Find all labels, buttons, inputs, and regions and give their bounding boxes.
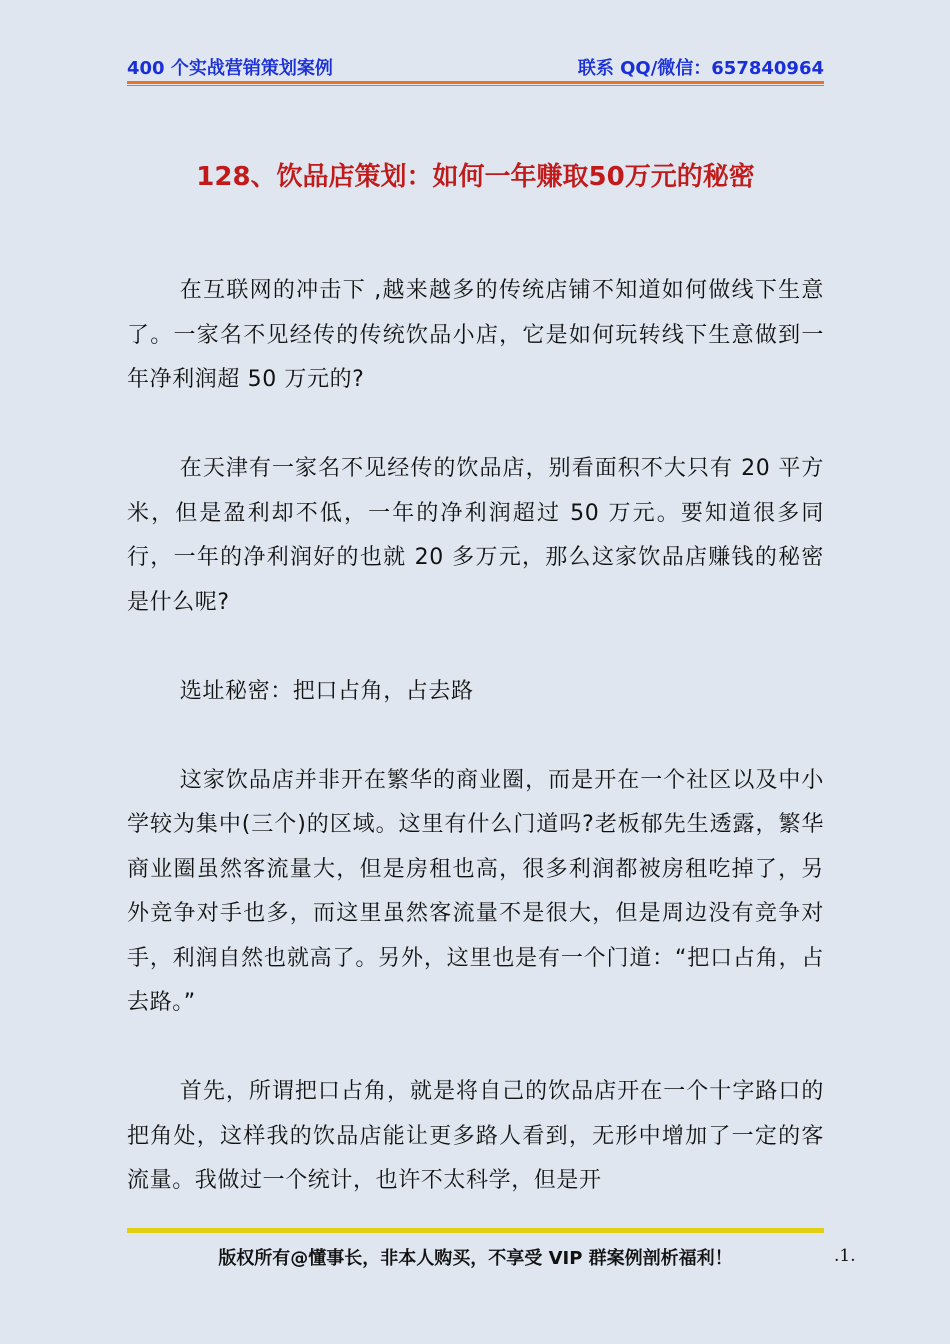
paragraph-intro: 在互联网的冲击下 ,越来越多的传统店铺不知道如何做线下生意了。一家名不见经传的传统饮品小店，它是如何玩转线下生意做到一年净利润超 50 万元的? [127, 278, 824, 392]
paragraph-corner: 首先，所谓把口占角，就是将自己的饮品店开在一个十字路口的把角处，这样我的饮品店能让更多路人看到，无形中增加了一定的客流量。我做过一个统计，也许不太科学，但是开 [127, 1079, 824, 1193]
header-divider-thin [127, 85, 824, 86]
header-contact: 联系 QQ/微信：657840964 [577, 58, 824, 79]
header-divider [127, 81, 824, 84]
page-header [127, 54, 824, 78]
article-body [127, 269, 824, 1248]
paragraph-tianjin-shop: 在天津有一家名不见经传的饮品店，别看面积不大只有 20 平方米，但是盈利却不低，一年的净利润超过 50 万元。要知道很多同行，一年的净利润好的也就 20 多万元，那么这家饮品店赚钱的秘密是什么呢? [127, 456, 824, 615]
section-heading-location: 选址秘密：把口占角，占去路 [179, 678, 474, 704]
header-series-title: 400 个实战营销策划案例 [127, 58, 333, 79]
footer-divider [127, 1228, 824, 1233]
copyright-footer: 版权所有@懂事长，非本人购买，不享受 VIP 群案例剖析福利！ [218, 1248, 733, 1269]
paragraph-location: 这家饮品店并非开在繁华的商业圈，而是开在一个社区以及中小学较为集中(三个)的区域。这里有什么门道吗?老板郁先生透露，繁华商业圈虽然客流量大，但是房租也高，很多利润都被房租吃掉了，另外竞争对手也多，而这里虽然客流量不是很大，但是周边没有竞争对手，利润自然也就高了。另外，这里也是有一个门道：“把口占角，占去路。” [127, 767, 824, 1015]
document-title: 128、饮品店策划：如何一年赚取50万元的秘密 [196, 162, 755, 192]
page-number: .1. [834, 1246, 856, 1266]
